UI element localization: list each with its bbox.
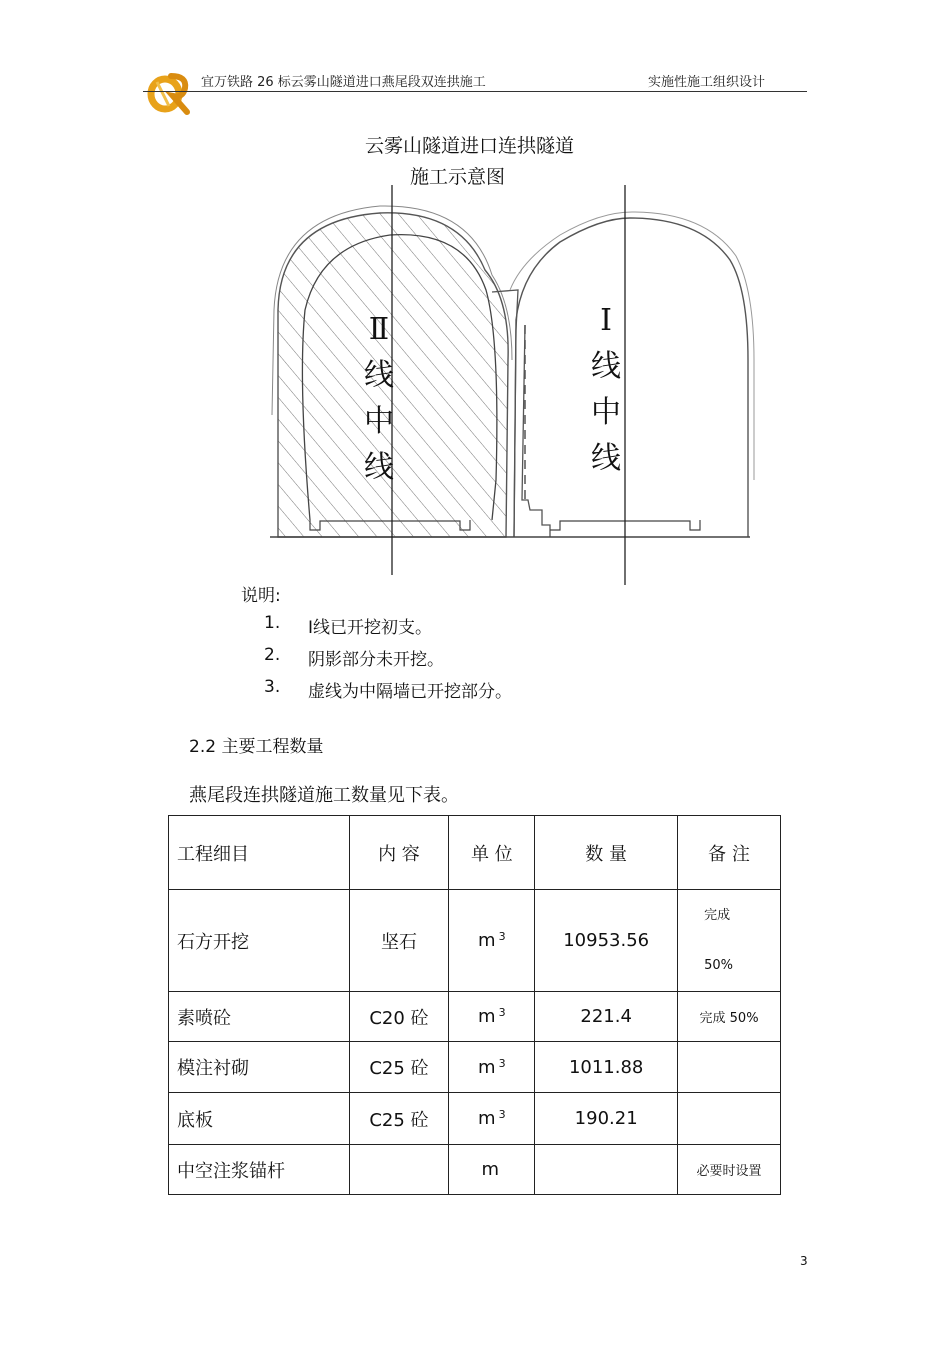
line-i-label: Ⅰ 线 中 线 [591, 303, 621, 476]
note-number: 1. [264, 613, 281, 633]
tunnel-diagram [260, 180, 760, 590]
header-doc-type: 实施性施工组织设计 [648, 75, 766, 90]
remark-cell [678, 1042, 781, 1093]
qty-cell [535, 1145, 678, 1195]
qty-cell: 1011.88 [535, 1042, 678, 1093]
diagram-title-line1: 云雾山隧道进口连拱隧道 [365, 135, 575, 157]
table-header-row [169, 816, 781, 890]
notes-heading: 说明: [241, 586, 281, 606]
diagram-title-line2: 施工示意图 [410, 166, 506, 188]
table-row [169, 1042, 781, 1093]
unit-cell: m $^3$ [449, 1042, 535, 1093]
remark-cell [678, 1093, 781, 1145]
unit-cell: m $^3$ [449, 1093, 535, 1145]
unit-cell: m [449, 1145, 535, 1195]
table-row [169, 1093, 781, 1145]
content-cell: 坚石 [349, 890, 449, 992]
qty-cell: 221.4 [535, 992, 678, 1042]
content-cell: C25 砼 [349, 1093, 449, 1145]
note-text: Ⅰ线已开挖初支。 [308, 618, 433, 638]
note-number: 2. [264, 645, 281, 665]
qty-cell: 190.21 [535, 1093, 678, 1145]
quantity-table [168, 815, 781, 1195]
remark-cell: 完成 50% [678, 992, 781, 1042]
header-cell: 单 位 [449, 816, 535, 890]
table-row [169, 992, 781, 1042]
content-cell: C25 砼 [349, 1042, 449, 1093]
line-ii-label: Ⅱ 线 中 线 [364, 312, 394, 485]
header-cell: 工程细目 [169, 816, 350, 890]
content-cell [349, 1145, 449, 1195]
item-cell: 中空注浆锚杆 [169, 1145, 350, 1195]
unit-cell: m $^3$ [449, 890, 535, 992]
page-number: 3 [800, 1254, 808, 1268]
section-intro: 燕尾段连拱隧道施工数量见下表。 [189, 785, 459, 806]
item-cell: 模注衬砌 [169, 1042, 350, 1093]
header-cell: 备 注 [678, 816, 781, 890]
header-cell: 数 量 [535, 816, 678, 890]
qty-cell: 10953.56 [535, 890, 678, 992]
header-rule [143, 91, 807, 92]
item-cell: 底板 [169, 1093, 350, 1145]
remark-cell: 必要时设置 [678, 1145, 781, 1195]
header-cell: 内 容 [349, 816, 449, 890]
item-cell: 石方开挖 [169, 890, 350, 992]
table-row [169, 890, 781, 992]
header-title: 宜万铁路 26 标云雾山隧道进口燕尾段双连拱施工 [201, 75, 486, 90]
remark-cell: 完成 50% [678, 890, 781, 992]
note-number: 3. [264, 677, 281, 697]
note-text: 虚线为中隔墙已开挖部分。 [308, 682, 512, 702]
content-cell: C20 砼 [349, 992, 449, 1042]
note-text: 阴影部分未开挖。 [308, 650, 444, 670]
table-row [169, 1145, 781, 1195]
section-heading: 2.2 主要工程数量 [189, 737, 324, 757]
item-cell: 素喷砼 [169, 992, 350, 1042]
company-logo [143, 66, 196, 118]
unit-cell: m $^3$ [449, 992, 535, 1042]
